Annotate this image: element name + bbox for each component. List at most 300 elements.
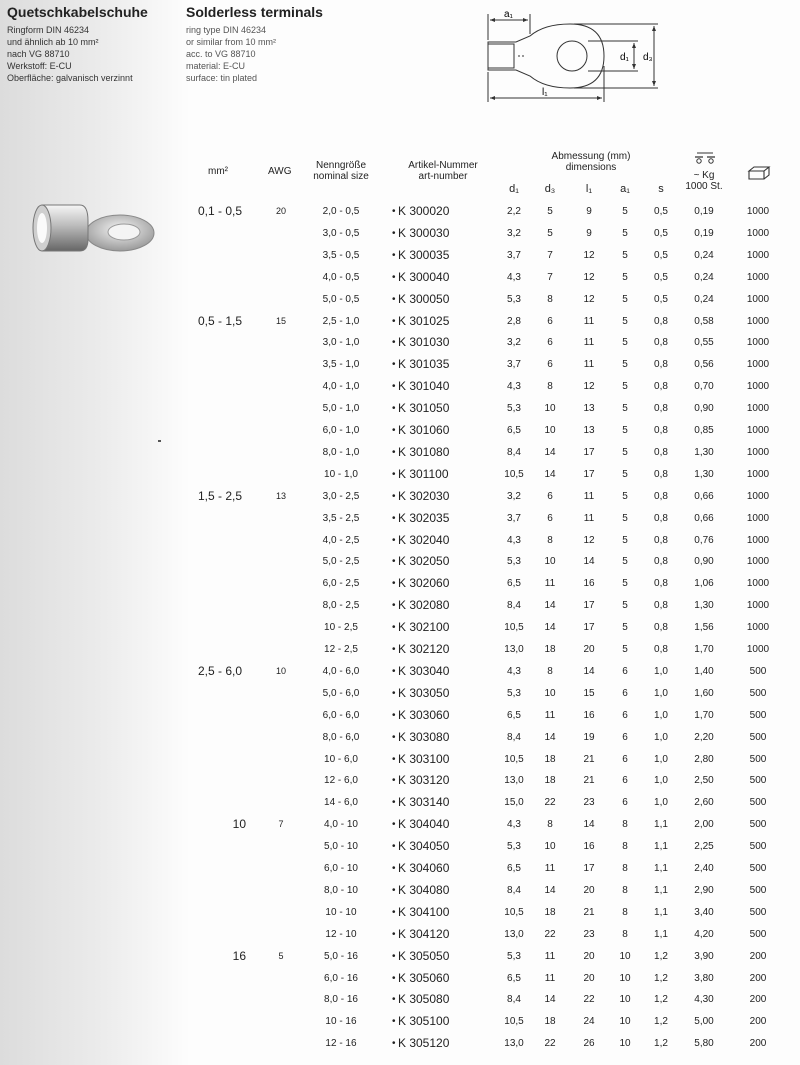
cell-nominal-size: 2,5 - 1,0 bbox=[322, 315, 360, 327]
cell-a1: 5 bbox=[622, 622, 628, 634]
cell-s: 1,0 bbox=[654, 753, 668, 765]
cell-weight: 1,40 bbox=[694, 665, 714, 677]
cell-nominal-size: 8,0 - 10 bbox=[324, 884, 358, 896]
cell-d1: 6,5 bbox=[507, 863, 521, 874]
cell-a1: 5 bbox=[622, 271, 628, 283]
cell-awg: 5 bbox=[278, 950, 284, 961]
cell-nominal-size: 3,5 - 2,5 bbox=[322, 512, 360, 524]
cell-d1: 5,3 bbox=[507, 293, 521, 305]
header-nominal-de: Nenngröße bbox=[315, 160, 367, 171]
header-dim-en: dimensions bbox=[565, 162, 617, 173]
cell-nominal-size: 12 - 16 bbox=[325, 1038, 357, 1050]
cell-s: 0,8 bbox=[654, 446, 668, 458]
bullet-icon: • bbox=[392, 687, 396, 699]
cell-l1: 16 bbox=[583, 578, 595, 590]
cell-pack: 1000 bbox=[746, 512, 770, 524]
cell-a1: 6 bbox=[622, 753, 628, 765]
cell-weight: 1,60 bbox=[694, 687, 714, 699]
bullet-icon: • bbox=[392, 665, 396, 677]
cell-l1: 15 bbox=[583, 687, 595, 699]
cell-l1: 20 bbox=[583, 972, 595, 984]
cell-d3: 18 bbox=[544, 644, 556, 655]
cell-s: 0,8 bbox=[654, 337, 668, 349]
cell-art-number: K 301035 bbox=[398, 357, 450, 372]
cell-awg: 20 bbox=[275, 206, 286, 216]
cell-l1: 17 bbox=[583, 468, 595, 480]
cell-art-number: K 302035 bbox=[398, 510, 450, 525]
cell-d1: 5,3 bbox=[507, 556, 521, 568]
cell-pack: 200 bbox=[749, 972, 767, 984]
cell-d1: 6,5 bbox=[507, 578, 521, 590]
cell-pack: 500 bbox=[749, 819, 767, 831]
cell-l1: 11 bbox=[583, 490, 595, 502]
cell-pack: 200 bbox=[749, 1038, 767, 1050]
cell-pack: 1000 bbox=[746, 446, 770, 458]
cell-s: 0,8 bbox=[654, 512, 668, 524]
cell-l1: 23 bbox=[583, 928, 595, 940]
header-weight bbox=[684, 170, 724, 192]
table-row bbox=[0, 990, 800, 1012]
header-d1: d₁ bbox=[509, 183, 519, 195]
cell-nominal-size: 5,0 - 0,5 bbox=[322, 293, 360, 305]
cell-weight: 0,19 bbox=[694, 206, 714, 217]
table-row bbox=[0, 815, 800, 837]
cell-d1: 3,7 bbox=[507, 512, 521, 524]
cell-art-number: K 303120 bbox=[398, 773, 450, 788]
title-english: Solderless terminals bbox=[186, 4, 323, 20]
cell-pack: 1000 bbox=[746, 425, 770, 436]
label-d1: d₁ bbox=[620, 52, 629, 63]
cell-l1: 14 bbox=[583, 556, 595, 568]
cell-a1: 6 bbox=[622, 687, 628, 699]
cell-s: 1,2 bbox=[654, 994, 668, 1006]
cell-l1: 9 bbox=[586, 227, 592, 239]
cell-art-number: K 303050 bbox=[398, 685, 450, 700]
cell-nominal-size: 10 - 10 bbox=[325, 906, 357, 918]
cell-d3: 14 bbox=[544, 994, 556, 1006]
cell-nominal-size: 8,0 - 1,0 bbox=[322, 446, 360, 458]
cell-pack: 1000 bbox=[746, 206, 770, 217]
cell-d3: 10 bbox=[544, 556, 556, 568]
cell-weight: 2,80 bbox=[694, 753, 714, 765]
cell-l1: 21 bbox=[583, 753, 595, 765]
bullet-icon: • bbox=[392, 490, 396, 502]
cell-d1: 10,5 bbox=[504, 622, 524, 634]
cell-d1: 10,5 bbox=[504, 906, 524, 918]
cell-a1: 5 bbox=[622, 206, 628, 217]
table-row bbox=[0, 421, 800, 443]
cell-weight: 4,20 bbox=[694, 928, 714, 940]
cell-pack: 1000 bbox=[746, 600, 770, 612]
cell-d1: 8,4 bbox=[507, 884, 521, 896]
cell-s: 1,2 bbox=[654, 1016, 668, 1028]
table-row bbox=[0, 1034, 800, 1056]
cell-art-number: K 304040 bbox=[398, 817, 450, 832]
cell-mm2: 0,5 - 1,5 bbox=[198, 313, 243, 328]
cell-art-number: K 301080 bbox=[398, 444, 450, 459]
table-row bbox=[0, 465, 800, 487]
cell-weight: 1,06 bbox=[694, 578, 714, 590]
cell-art-number: K 305100 bbox=[398, 1014, 450, 1029]
cell-s: 0,8 bbox=[654, 381, 668, 393]
cell-s: 0,8 bbox=[654, 556, 668, 568]
package-icon bbox=[746, 165, 772, 181]
header-l1: l₁ bbox=[585, 183, 593, 195]
cell-a1: 6 bbox=[622, 709, 628, 721]
table-row bbox=[0, 333, 800, 355]
cell-s: 0,8 bbox=[654, 578, 668, 590]
cell-d1: 4,3 bbox=[507, 271, 521, 283]
cell-art-number: K 302080 bbox=[398, 598, 450, 613]
cell-l1: 12 bbox=[583, 293, 595, 305]
cell-a1: 6 bbox=[622, 731, 628, 743]
header-a1: a₁ bbox=[620, 183, 630, 195]
cell-weight: 0,70 bbox=[694, 381, 714, 393]
cell-pack: 1000 bbox=[746, 644, 770, 655]
table-row bbox=[0, 837, 800, 859]
cell-pack: 1000 bbox=[746, 556, 770, 568]
cell-nominal-size: 3,0 - 0,5 bbox=[322, 227, 360, 239]
cell-weight: 5,80 bbox=[694, 1038, 714, 1050]
cell-weight: 1,70 bbox=[694, 709, 714, 721]
cell-art-number: K 304100 bbox=[398, 904, 450, 919]
table-row bbox=[0, 399, 800, 421]
cell-s: 1,1 bbox=[654, 884, 668, 896]
cell-s: 0,8 bbox=[654, 403, 668, 415]
label-l1: l₁ bbox=[542, 87, 548, 98]
cell-nominal-size: 12 - 2,5 bbox=[324, 644, 358, 655]
bullet-icon: • bbox=[392, 906, 396, 918]
cell-l1: 21 bbox=[583, 906, 595, 918]
cell-d1: 10,5 bbox=[504, 468, 524, 480]
cell-l1: 23 bbox=[583, 797, 595, 809]
table-row bbox=[0, 925, 800, 947]
cell-art-number: K 302030 bbox=[398, 488, 450, 503]
cell-d1: 13,0 bbox=[504, 1038, 524, 1050]
cell-a1: 8 bbox=[622, 884, 628, 896]
cell-d3: 7 bbox=[547, 249, 553, 261]
cell-d1: 3,2 bbox=[507, 337, 521, 349]
cell-d3: 14 bbox=[544, 446, 556, 458]
header-art-number bbox=[393, 160, 493, 182]
cell-pack: 500 bbox=[749, 753, 767, 765]
bullet-icon: • bbox=[392, 337, 396, 349]
cell-d3: 18 bbox=[544, 775, 556, 787]
cell-s: 0,5 bbox=[654, 271, 668, 283]
cell-d3: 6 bbox=[547, 315, 553, 327]
table-row bbox=[0, 903, 800, 925]
bullet-icon: • bbox=[392, 293, 396, 305]
cell-d3: 18 bbox=[544, 1016, 556, 1028]
spec-line: und ähnlich ab 10 mm² bbox=[7, 37, 99, 47]
table-row bbox=[0, 246, 800, 268]
cell-d3: 22 bbox=[544, 1038, 556, 1050]
cell-d1: 4,3 bbox=[507, 819, 521, 831]
bullet-icon: • bbox=[392, 994, 396, 1006]
cell-a1: 5 bbox=[622, 381, 628, 393]
table-row bbox=[0, 771, 800, 793]
cell-l1: 26 bbox=[583, 1038, 595, 1050]
cell-l1: 12 bbox=[583, 381, 595, 393]
cell-pack: 500 bbox=[749, 797, 767, 809]
cell-weight: 4,30 bbox=[694, 994, 714, 1006]
cell-l1: 11 bbox=[583, 512, 595, 524]
cell-weight: 0,24 bbox=[694, 271, 714, 283]
cell-a1: 5 bbox=[622, 644, 628, 655]
spec-line: Oberfläche: galvanisch verzinnt bbox=[7, 73, 133, 83]
cell-art-number: K 303040 bbox=[398, 663, 450, 678]
specs-english bbox=[186, 24, 276, 84]
cell-mm2: 1,5 - 2,5 bbox=[198, 488, 243, 503]
cell-l1: 13 bbox=[583, 403, 595, 415]
cell-art-number: K 301050 bbox=[398, 401, 450, 416]
table-row bbox=[0, 662, 800, 684]
table-row bbox=[0, 509, 800, 531]
spec-line: material: E-CU bbox=[186, 61, 246, 71]
cell-art-number: K 302040 bbox=[398, 532, 450, 547]
cell-l1: 20 bbox=[583, 644, 595, 655]
cell-s: 1,0 bbox=[654, 665, 668, 677]
cell-s: 0,8 bbox=[654, 425, 668, 436]
cell-l1: 14 bbox=[583, 819, 595, 831]
cell-d3: 8 bbox=[547, 293, 553, 305]
cell-l1: 20 bbox=[583, 884, 595, 896]
specs-german bbox=[7, 24, 133, 84]
table-row bbox=[0, 487, 800, 509]
table-row bbox=[0, 290, 800, 312]
cell-d1: 10,5 bbox=[504, 1016, 524, 1028]
cell-d1: 4,3 bbox=[507, 381, 521, 393]
cell-s: 1,0 bbox=[654, 731, 668, 743]
cell-pack: 1000 bbox=[746, 315, 770, 327]
cell-weight: 0,24 bbox=[694, 249, 714, 261]
cell-s: 1,1 bbox=[654, 819, 668, 831]
cell-s: 1,1 bbox=[654, 841, 668, 853]
cell-s: 1,0 bbox=[654, 775, 668, 787]
bullet-icon: • bbox=[392, 556, 396, 568]
cell-pack: 500 bbox=[749, 841, 767, 853]
cell-l1: 20 bbox=[583, 950, 595, 962]
cell-weight: 0,90 bbox=[694, 556, 714, 568]
cell-weight: 0,58 bbox=[694, 315, 714, 327]
cell-l1: 12 bbox=[583, 271, 595, 283]
bullet-icon: • bbox=[392, 709, 396, 721]
cell-s: 0,8 bbox=[654, 644, 668, 655]
cell-s: 1,0 bbox=[654, 687, 668, 699]
cell-a1: 5 bbox=[622, 293, 628, 305]
cell-s: 1,2 bbox=[654, 972, 668, 984]
cell-pack: 1000 bbox=[746, 249, 770, 261]
cell-d1: 8,4 bbox=[507, 446, 521, 458]
table-row bbox=[0, 859, 800, 881]
cell-pack: 1000 bbox=[746, 293, 770, 305]
cell-art-number: K 305060 bbox=[398, 970, 450, 985]
cell-d1: 3,7 bbox=[507, 359, 521, 371]
cell-s: 0,5 bbox=[654, 206, 668, 217]
cell-d3: 14 bbox=[544, 884, 556, 896]
cell-pack: 1000 bbox=[746, 337, 770, 349]
cell-mm2: 10 bbox=[232, 817, 246, 832]
cell-a1: 8 bbox=[622, 841, 628, 853]
cell-nominal-size: 12 - 6,0 bbox=[324, 775, 358, 787]
cell-nominal-size: 6,0 - 6,0 bbox=[322, 709, 360, 721]
cell-l1: 17 bbox=[583, 622, 595, 634]
cell-d1: 8,4 bbox=[507, 994, 521, 1006]
header-per-1000: 1000 St. bbox=[685, 181, 723, 192]
cell-l1: 19 bbox=[583, 731, 595, 743]
cell-d3: 8 bbox=[547, 534, 553, 546]
cell-awg: 13 bbox=[275, 490, 286, 501]
cell-a1: 6 bbox=[622, 797, 628, 809]
cell-d3: 5 bbox=[547, 227, 553, 239]
cell-weight: 0,24 bbox=[694, 293, 714, 305]
cell-nominal-size: 4,0 - 10 bbox=[324, 819, 358, 831]
title-german: Quetschkabelschuhe bbox=[7, 4, 148, 20]
cell-d1: 6,5 bbox=[507, 709, 521, 721]
cell-nominal-size: 4,0 - 2,5 bbox=[322, 534, 360, 546]
cell-d1: 10,5 bbox=[504, 753, 524, 765]
table-row bbox=[0, 224, 800, 246]
cell-a1: 8 bbox=[622, 928, 628, 940]
cell-weight: 1,70 bbox=[694, 644, 714, 655]
cell-weight: 0,56 bbox=[694, 359, 714, 371]
cell-art-number: K 301060 bbox=[398, 423, 450, 437]
table-row bbox=[0, 793, 800, 815]
cell-l1: 13 bbox=[583, 425, 595, 436]
cell-l1: 11 bbox=[583, 337, 595, 349]
header-mm2: mm² bbox=[208, 166, 228, 177]
cell-s: 0,8 bbox=[654, 359, 668, 371]
table-row bbox=[0, 574, 800, 596]
table-row bbox=[0, 355, 800, 377]
cell-a1: 10 bbox=[619, 1038, 631, 1050]
cell-s: 0,8 bbox=[654, 622, 668, 634]
cell-art-number: K 302120 bbox=[398, 642, 450, 656]
cell-l1: 11 bbox=[583, 315, 595, 327]
cell-pack: 1000 bbox=[746, 468, 770, 480]
cell-d1: 6,5 bbox=[507, 972, 521, 984]
table-row bbox=[0, 552, 800, 574]
bullet-icon: • bbox=[392, 622, 396, 634]
bullet-icon: • bbox=[392, 863, 396, 874]
cell-s: 0,5 bbox=[654, 293, 668, 305]
header-art-de: Artikel-Nummer bbox=[408, 160, 478, 171]
cell-l1: 22 bbox=[583, 994, 595, 1006]
cell-l1: 17 bbox=[583, 446, 595, 458]
cell-a1: 8 bbox=[622, 906, 628, 918]
cell-d3: 11 bbox=[544, 972, 556, 984]
spec-line: nach VG 88710 bbox=[7, 49, 70, 59]
cell-pack: 500 bbox=[749, 906, 767, 918]
cell-pack: 200 bbox=[749, 950, 767, 962]
spec-line: Ringform DIN 46234 bbox=[7, 25, 90, 35]
cell-d3: 11 bbox=[544, 578, 556, 590]
bullet-icon: • bbox=[392, 1038, 396, 1050]
table-row bbox=[0, 881, 800, 903]
cell-nominal-size: 5,0 - 6,0 bbox=[322, 687, 360, 699]
cell-d3: 14 bbox=[544, 622, 556, 634]
cell-d3: 10 bbox=[544, 687, 556, 699]
header-dimensions bbox=[536, 151, 646, 173]
cell-art-number: K 301025 bbox=[398, 313, 450, 328]
cell-d3: 8 bbox=[547, 665, 553, 677]
cell-pack: 1000 bbox=[746, 534, 770, 546]
bullet-icon: • bbox=[392, 249, 396, 261]
cell-awg: 15 bbox=[275, 315, 286, 326]
cell-nominal-size: 10 - 6,0 bbox=[324, 753, 358, 765]
cell-nominal-size: 6,0 - 10 bbox=[324, 863, 358, 874]
bullet-icon: • bbox=[392, 841, 396, 853]
cell-weight: 1,30 bbox=[694, 446, 714, 458]
cell-mm2: 2,5 - 6,0 bbox=[198, 663, 243, 678]
cell-d3: 5 bbox=[547, 206, 553, 217]
cell-pack: 500 bbox=[749, 731, 767, 743]
cell-pack: 500 bbox=[749, 775, 767, 787]
cell-art-number: K 301100 bbox=[398, 466, 449, 481]
cell-s: 0,5 bbox=[654, 249, 668, 261]
cell-pack: 200 bbox=[749, 1016, 767, 1028]
cell-nominal-size: 4,0 - 1,0 bbox=[322, 381, 360, 393]
cell-mm2: 16 bbox=[232, 948, 246, 963]
table-row bbox=[0, 377, 800, 399]
header-s: s bbox=[658, 183, 664, 195]
cell-l1: 21 bbox=[583, 775, 595, 787]
cell-art-number: K 303080 bbox=[398, 729, 450, 744]
cell-nominal-size: 5,0 - 16 bbox=[324, 950, 358, 962]
cell-d3: 10 bbox=[544, 841, 556, 853]
cell-weight: 2,25 bbox=[694, 841, 714, 853]
table-row bbox=[0, 947, 800, 969]
cell-art-number: K 304120 bbox=[398, 926, 450, 941]
cell-d1: 5,3 bbox=[507, 403, 521, 415]
cell-d3: 8 bbox=[547, 381, 553, 393]
cell-weight: 0,85 bbox=[694, 425, 714, 436]
table-row bbox=[0, 618, 800, 640]
bullet-icon: • bbox=[392, 446, 396, 458]
cell-d3: 7 bbox=[547, 271, 553, 283]
bullet-icon: • bbox=[392, 1016, 396, 1028]
cell-art-number: K 304080 bbox=[398, 882, 450, 897]
cell-weight: 1,30 bbox=[694, 468, 714, 480]
cell-nominal-size: 3,0 - 2,5 bbox=[322, 490, 360, 502]
bullet-icon: • bbox=[392, 644, 396, 655]
cell-d3: 22 bbox=[544, 797, 556, 809]
cell-a1: 5 bbox=[622, 359, 628, 371]
cell-pack: 500 bbox=[749, 884, 767, 896]
cell-weight: 2,50 bbox=[694, 775, 714, 787]
header-awg: AWG bbox=[268, 166, 292, 177]
cell-s: 0,5 bbox=[654, 227, 668, 239]
cell-art-number: K 301040 bbox=[398, 379, 450, 394]
cell-art-number: K 302050 bbox=[398, 554, 450, 569]
bullet-icon: • bbox=[392, 381, 396, 393]
cell-weight: 3,40 bbox=[694, 906, 714, 918]
cell-s: 1,0 bbox=[654, 797, 668, 809]
cell-d3: 6 bbox=[547, 490, 553, 502]
cell-d1: 13,0 bbox=[504, 928, 524, 940]
cell-weight: 0,55 bbox=[694, 337, 714, 349]
cell-art-number: K 302060 bbox=[398, 576, 450, 591]
cell-nominal-size: 10 - 2,5 bbox=[324, 622, 358, 634]
cell-d1: 2,8 bbox=[507, 315, 521, 327]
cell-art-number: K 305080 bbox=[398, 992, 450, 1007]
cell-nominal-size: 14 - 6,0 bbox=[324, 797, 358, 809]
cell-a1: 5 bbox=[622, 534, 628, 546]
cell-art-number: K 303100 bbox=[398, 751, 450, 766]
cell-pack: 1000 bbox=[746, 490, 770, 502]
cell-s: 1,2 bbox=[654, 950, 668, 962]
cell-a1: 5 bbox=[622, 578, 628, 590]
